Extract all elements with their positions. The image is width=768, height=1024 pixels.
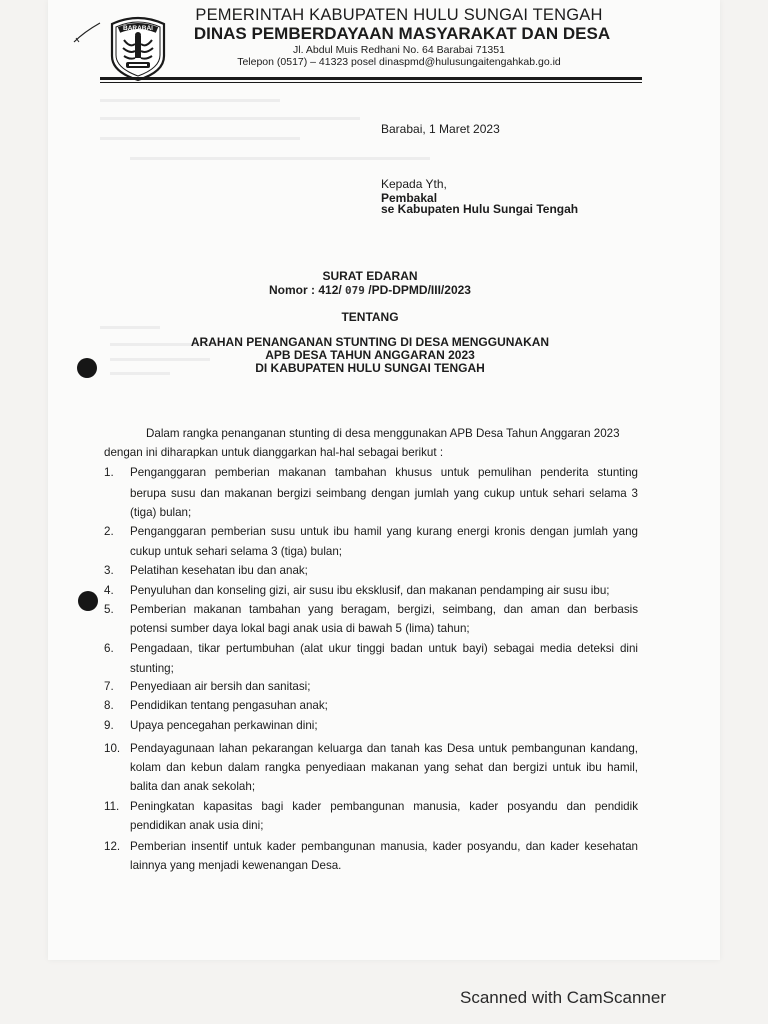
- list-item-text: Upaya pencegahan perkawinan dini;: [130, 719, 318, 732]
- list-item-number: 4.: [104, 584, 114, 597]
- list-item-text: lainnya yang menjadi kewenangan Desa.: [130, 859, 342, 872]
- list-item-text: Penyuluhan dan konseling gizi, air susu ibu eksklusif, dan makanan pendamping air susu ibu;: [130, 584, 610, 597]
- agency-name: DINAS PEMBERDAYAAN MASYARAKAT DAN DESA: [193, 24, 611, 43]
- camscanner-watermark: Scanned with CamScanner: [460, 988, 667, 1007]
- regency-crest-logo: [106, 14, 170, 82]
- list-item-number: 11.: [104, 800, 120, 813]
- recipient-salutation: Kepada Yth,: [381, 177, 447, 191]
- list-item-text: (tiga) bulan;: [130, 506, 192, 519]
- subject-line-2: APB DESA TAHUN ANGGARAN 2023: [265, 348, 475, 362]
- show-through-mark: [100, 117, 360, 120]
- intro-line-2: dengan ini diharapkan untuk dianggarkan hal-hal sebagai berikut :: [104, 446, 444, 459]
- list-item-number: 10.: [104, 742, 121, 755]
- number-prefix: Nomor : 412/: [269, 283, 342, 297]
- handwritten-number: 079: [345, 284, 365, 297]
- recipient-name: Pembakal: [381, 191, 438, 205]
- show-through-mark: [130, 157, 430, 160]
- show-through-mark: [100, 326, 160, 329]
- circular-number: [200, 283, 540, 298]
- recipient-location: se Kabupaten Hulu Sungai Tengah: [381, 202, 579, 216]
- letterhead-rule-thin: [100, 82, 642, 83]
- list-item-text: stunting;: [130, 662, 174, 675]
- number-suffix: /PD-DPMD/III/2023: [368, 283, 471, 297]
- date-line: Barabai, 1 Maret 2023: [381, 122, 500, 136]
- agency-contact: Telepon (0517) – 41323 posel dinaspmd@hulusungaitengahkab.go.id: [237, 56, 561, 68]
- list-item-text: Pemberian insentif untuk kader pembangunan manusia, kader posyandu, dan kader kesehatan: [130, 840, 638, 853]
- punch-hole: [78, 591, 98, 611]
- about-label: TENTANG: [341, 310, 399, 324]
- list-item-text: Peningkatan kapasitas bagi kader pembangunan manusia, kader posyandu dan pendidik: [130, 800, 638, 813]
- list-item-number: 8.: [104, 699, 114, 712]
- list-item-text: kolam dan kebun dalam rangka penyediaan makanan yang sehat dan bergizi untuk ibu hamil,: [130, 761, 638, 774]
- punch-hole: [77, 358, 97, 378]
- subject-line-1: ARAHAN PENANGANAN STUNTING DI DESA MENGGUNAKAN: [190, 335, 550, 349]
- list-item-text: cukup untuk sehari selama 3 (tiga) bulan;: [130, 545, 343, 558]
- government-name: PEMERINTAH KABUPATEN HULU SUNGAI TENGAH: [195, 6, 603, 24]
- list-item-number: 2.: [104, 525, 114, 538]
- circular-title: SURAT EDARAN: [322, 269, 418, 283]
- show-through-mark: [100, 99, 280, 102]
- list-item-number: 9.: [104, 719, 114, 732]
- list-item-number: 1.: [104, 466, 114, 479]
- pen-stroke-mark: [72, 20, 102, 46]
- intro-line-1: Dalam rangka penanganan stunting di desa menggunakan APB Desa Tahun Anggaran 2023: [146, 427, 620, 440]
- crest-text: BARABAI: [123, 25, 153, 32]
- list-item-text: Penganggaran pemberian susu untuk ibu hamil yang kurang energi kronis dengan jumlah yang: [130, 525, 638, 538]
- letterhead-rule-thick: [100, 77, 642, 80]
- list-item-text: Pendidikan tentang pengasuhan anak;: [130, 699, 328, 712]
- list-item-text: Penyediaan air bersih dan sanitasi;: [130, 680, 311, 693]
- list-item-text: Pemberian makanan tambahan yang beragam, bergizi, seimbang, dan aman dan berbasis: [130, 603, 638, 616]
- subject-line-3: DI KABUPATEN HULU SUNGAI TENGAH: [255, 361, 485, 375]
- list-item-text: potensi sumber daya lokal bagi anak usia di bawah 5 (lima) tahun;: [130, 622, 470, 635]
- list-item-number: 6.: [104, 642, 114, 655]
- agency-address: Jl. Abdul Muis Redhani No. 64 Barabai 71351: [293, 44, 505, 56]
- list-item-text: Pengadaan, tikar pertumbuhan (alat ukur tinggi badan untuk bayi) sebagai media deteksi dini: [130, 642, 638, 655]
- list-item-number: 3.: [104, 564, 114, 577]
- list-item-number: 5.: [104, 603, 114, 616]
- list-item-number: 7.: [104, 680, 114, 693]
- show-through-mark: [100, 137, 300, 140]
- list-item-text: Pelatihan kesehatan ibu dan anak;: [130, 564, 308, 577]
- list-item-text: Penganggaran pemberian makanan tambahan khusus untuk pemulihan penderita stunting: [130, 466, 638, 479]
- list-item-text: pendidikan anak usia dini;: [130, 819, 264, 832]
- list-item-text: berupa susu dan makanan bergizi seimbang dengan jumlah yang cukup untuk sehari selama 3: [130, 487, 638, 500]
- list-item-number: 12.: [104, 840, 121, 853]
- list-item-text: balita dan anak sekolah;: [130, 780, 256, 793]
- scanned-page: [48, 0, 720, 960]
- list-item-text: Pendayagunaan lahan pekarangan keluarga dan tanah kas Desa untuk pembangunan kandang,: [130, 742, 638, 755]
